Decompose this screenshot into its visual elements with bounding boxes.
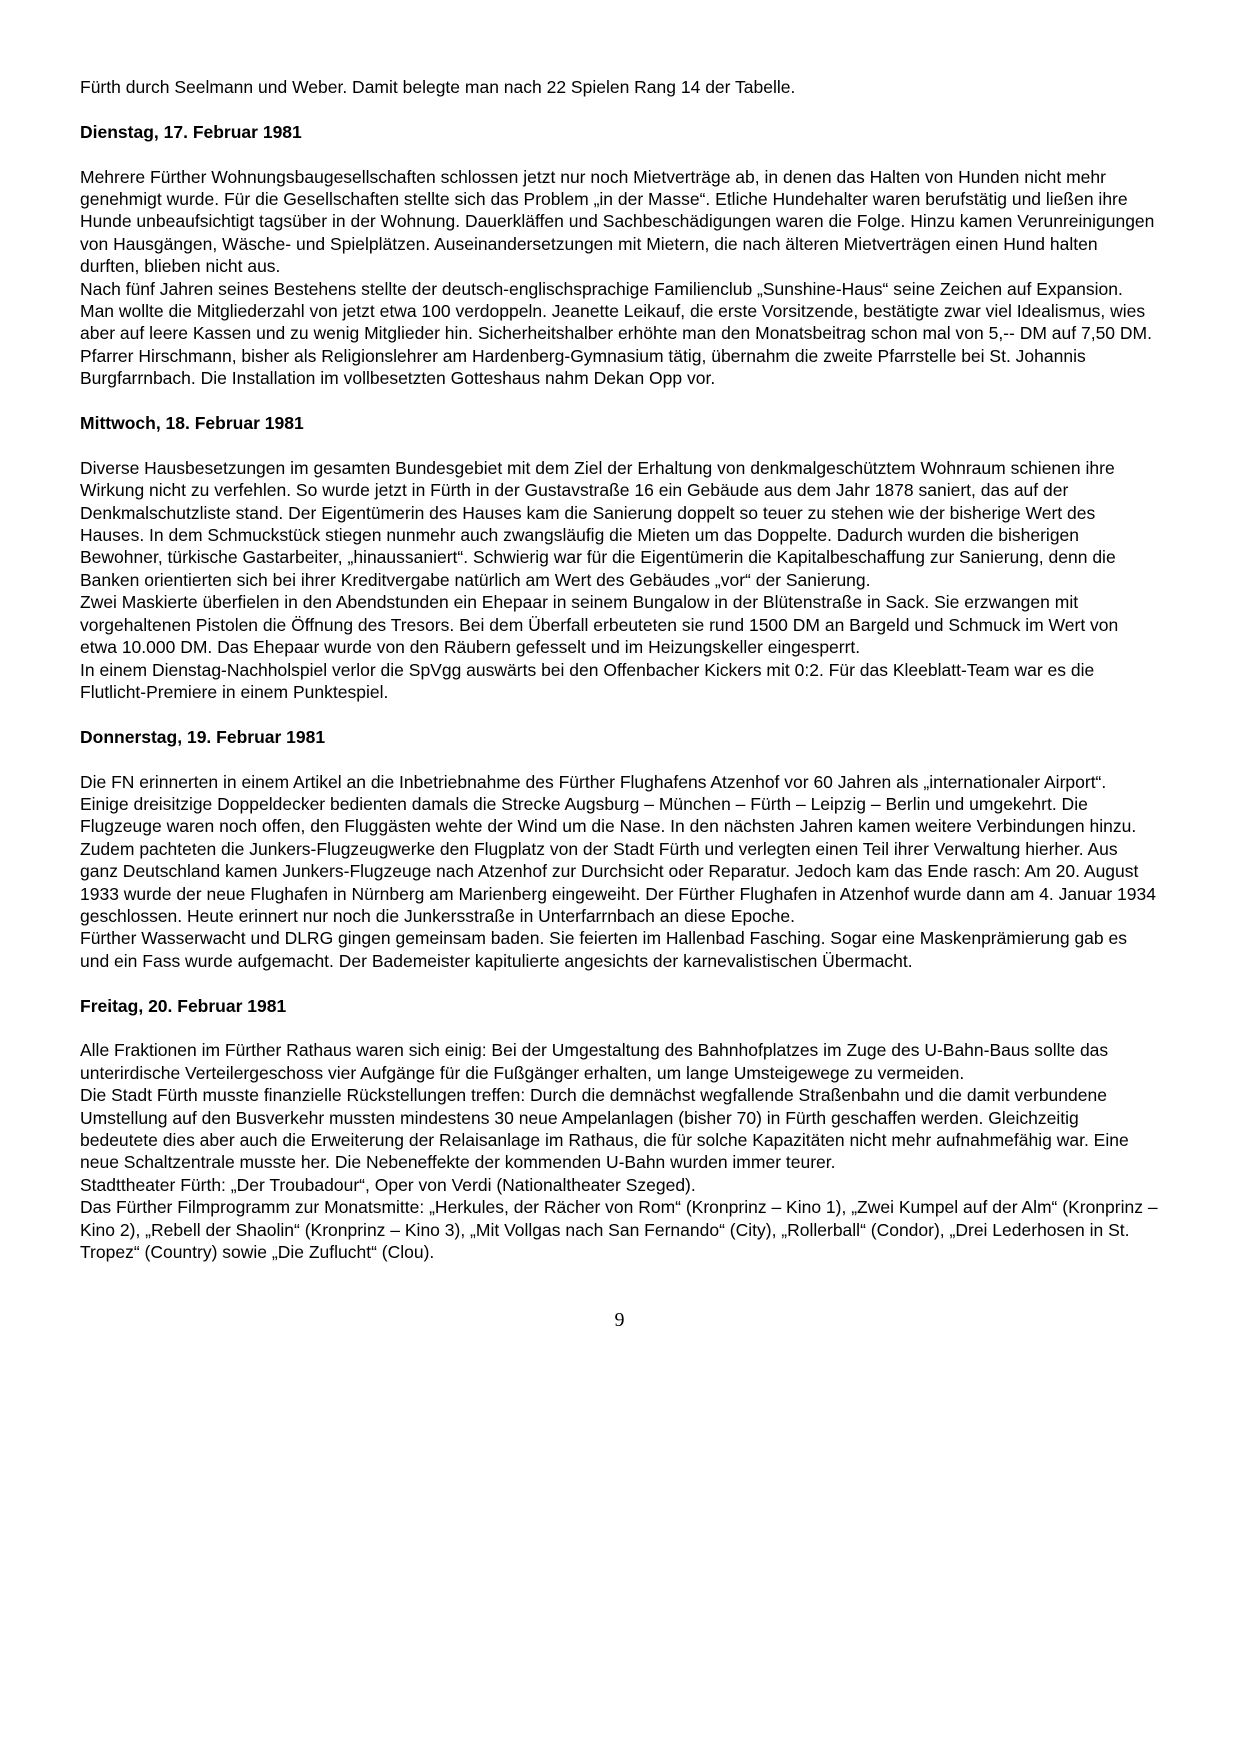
section-heading: Dienstag, 17. Februar 1981 xyxy=(80,121,302,142)
section-heading: Freitag, 20. Februar 1981 xyxy=(80,995,287,1016)
paragraph: Fürther Wasserwacht und DLRG gingen gemeinsam baden. Sie feierten im Hallenbad Fasching. Sogar eine Maskenprämierung gab es und ein Fass wurde aufgemacht. Der Bademeister kapitulierte angesichts der karnevalistischen Übermacht. xyxy=(80,928,1132,971)
section-donnerstag-19-februar xyxy=(80,726,1159,972)
paragraph: Diverse Hausbesetzungen im gesamten Bundesgebiet mit dem Ziel der Erhaltung von denkmalgeschütztem Wohnraum schienen ihre Wirkung nicht zu verfehlen. So wurde jetzt in Fürth in der Gustavstraße 16 ein Gebäude aus dem Jahr 1878 saniert, das auf der Denkmalschutzliste stand. Der Eigentümerin des Hauses kam die Sanierung doppelt so teuer zu stehen wie der bisherige Wert des Hauses. In dem Schmuckstück stiegen nunmehr auch zwangsläufig die Mieten um das Doppelte. Dadurch wurden die bisherigen Bewohner, türkische Gastarbeiter, „hinaussaniert“. Schwierig war für die Eigentümerin die Kapitalbeschaffung zur Sanierung, denn die Banken orientierten sich bei ihrer Kreditvergabe natürlich am Wert des Gebäudes „vor“ der Sanierung. xyxy=(80,457,1121,590)
paragraph: Zwei Maskierte überfielen in den Abendstunden ein Ehepaar in seinem Bungalow in der Blütenstraße in Sack. Sie erzwangen mit vorgehaltenen Pistolen die Öffnung des Tresors. Bei dem Überfall erbeuteten sie rund 1500 DM an Bargeld und Schmuck im Wert von etwa 10.000 DM. Das Ehepaar wurde von den Räubern gefesselt und im Heizungskeller eingesperrt. xyxy=(80,592,1124,658)
paragraph: Nach fünf Jahren seines Bestehens stellte der deutsch-englischsprachige Familienclub „Sunshine-Haus“ seine Zeichen auf Expansion. Man wollte die Mitgliederzahl von jetzt etwa 100 verdoppeln. Jeanette Leikauf, die erste Vorsitzende, bestätigte zwar viel Idealismus, wies aber auf leere Kassen und zu wenig Mitglieder hin. Sicherheitshalber erhöhte man den Monatsbeitrag schon mal von 5,-- DM auf 7,50 DM. xyxy=(80,278,1152,344)
section-heading: Donnerstag, 19. Februar 1981 xyxy=(80,726,326,747)
page-number: 9 xyxy=(614,1309,625,1332)
paragraph: In einem Dienstag-Nachholspiel verlor die SpVgg auswärts bei den Offenbacher Kickers mit 0:2. Für das Kleeblatt-Team war es die Flutlicht-Premiere in einem Punktespiel. xyxy=(80,659,1100,702)
paragraph: Pfarrer Hirschmann, bisher als Religionslehrer am Hardenberg-Gymnasium tätig, übernahm die zweite Pfarrstelle bei St. Johannis Burgfarrnbach. Die Installation im vollbesetzten Gotteshaus nahm Dekan Opp vor. xyxy=(80,345,1091,389)
section-mittwoch-18-februar xyxy=(80,412,1159,703)
paragraph: Das Fürther Filmprogramm zur Monatsmitte: „Herkules, der Rächer von Rom“ (Kronprinz – Kino 1), „Zwei Kumpel auf der Alm“ (Kronprinz – Kino 2), „Rebell der Shaolin“ (Kronprinz – Kino 3), „Mit Vollgas nach San Fernando“ (City), „Rollerball“ (Condor), „Drei Lederhosen in St. Tropez“ (Country) sowie „Die Zuflucht“ (Clou). xyxy=(80,1197,1163,1262)
section-dienstag-17-februar xyxy=(80,121,1159,390)
paragraph: Die Stadt Fürth musste finanzielle Rückstellungen treffen: Durch die demnächst wegfallende Straßenbahn und die damit verbundene Umstellung auf den Busverkehr mussten mindestens 30 neue Ampelanlagen (bisher 70) in Fürth geschaffen werden. Gleichzeitig bedeutete dies aber auch die Erweiterung der Relaisanlage im Rathaus, die für solche Kapazitäten nicht mehr aufnahmefähig war. Eine neue Schaltzentrale musste her. Die Nebeneffekte der kommenden U-Bahn wurden immer teurer. xyxy=(80,1085,1134,1173)
paragraph: Alle Fraktionen im Fürther Rathaus waren sich einig: Bei der Umgestaltung des Bahnhofplatzes im Zuge des U-Bahn-Baus sollte das unterirdische Verteilergeschoss vier Aufgänge für die Fußgänger erhalten, um lange Umsteigewege zu vermeiden. xyxy=(80,1040,1114,1083)
paragraph: Mehrere Fürther Wohnungsbaugesellschaften schlossen jetzt nur noch Mietverträge ab, in denen das Halten von Hunden nicht mehr genehmigt wurde. Für die Gesellschaften stellte sich das Problem „in der Masse“. Etliche Hundehalter waren berufstätig und ließen ihre Hunde unbeaufsichtigt tagsüber in der Wohnung. Dauerkläffen und Sachbeschädigungen waren die Folge. Hinzu kamen Verunreinigungen von Hausgängen, Wäsche- und Spielplätzen. Auseinandersetzungen mit Mietern, die nach älteren Mietverträgen einen Hund halten durften, blieben nicht aus. xyxy=(80,166,1160,277)
section-heading: Mittwoch, 18. Februar 1981 xyxy=(80,413,304,434)
section-freitag-20-februar xyxy=(80,995,1163,1264)
intro-paragraph: Fürth durch Seelmann und Weber. Damit belegte man nach 22 Spielen Rang 14 der Tabelle. xyxy=(80,77,796,97)
paragraph: Stadttheater Fürth: „Der Troubadour“, Oper von Verdi (Nationaltheater Szeged). xyxy=(80,1174,696,1195)
paragraph: Die FN erinnerten in einem Artikel an die Inbetriebnahme des Fürther Flughafens Atzenhof vor 60 Jahren als „internationaler Airport“. Einige dreisitzige Doppeldecker bedienten damals die Strecke Augsburg – München – Fürth – Leipzig – Berlin und umgekehrt. Die Flugzeuge waren noch offen, den Fluggästen wehte der Wind um die Nase. In den nächsten Jahren kamen weitere Verbindungen hinzu. Zudem pachteten die Junkers-Flugzeugwerke den Flugplatz von der Stadt Fürth und verlegten einen Teil ihrer Verwaltung hierher. Aus ganz Deutschland kamen Junkers-Flugzeuge nach Atzenhof zur Durchsicht oder Reparatur. Jedoch kam das Ende rasch: Am 20. August 1933 wurde der neue Flughafen in Nürnberg am Marienberg eingeweiht. Der Fürther Flughafen in Atzenhof wurde dann am 4. Januar 1934 geschlossen. Heute erinnert nur noch die Junkersstraße in Unterfarrnbach an diese Epoche. xyxy=(80,771,1161,926)
